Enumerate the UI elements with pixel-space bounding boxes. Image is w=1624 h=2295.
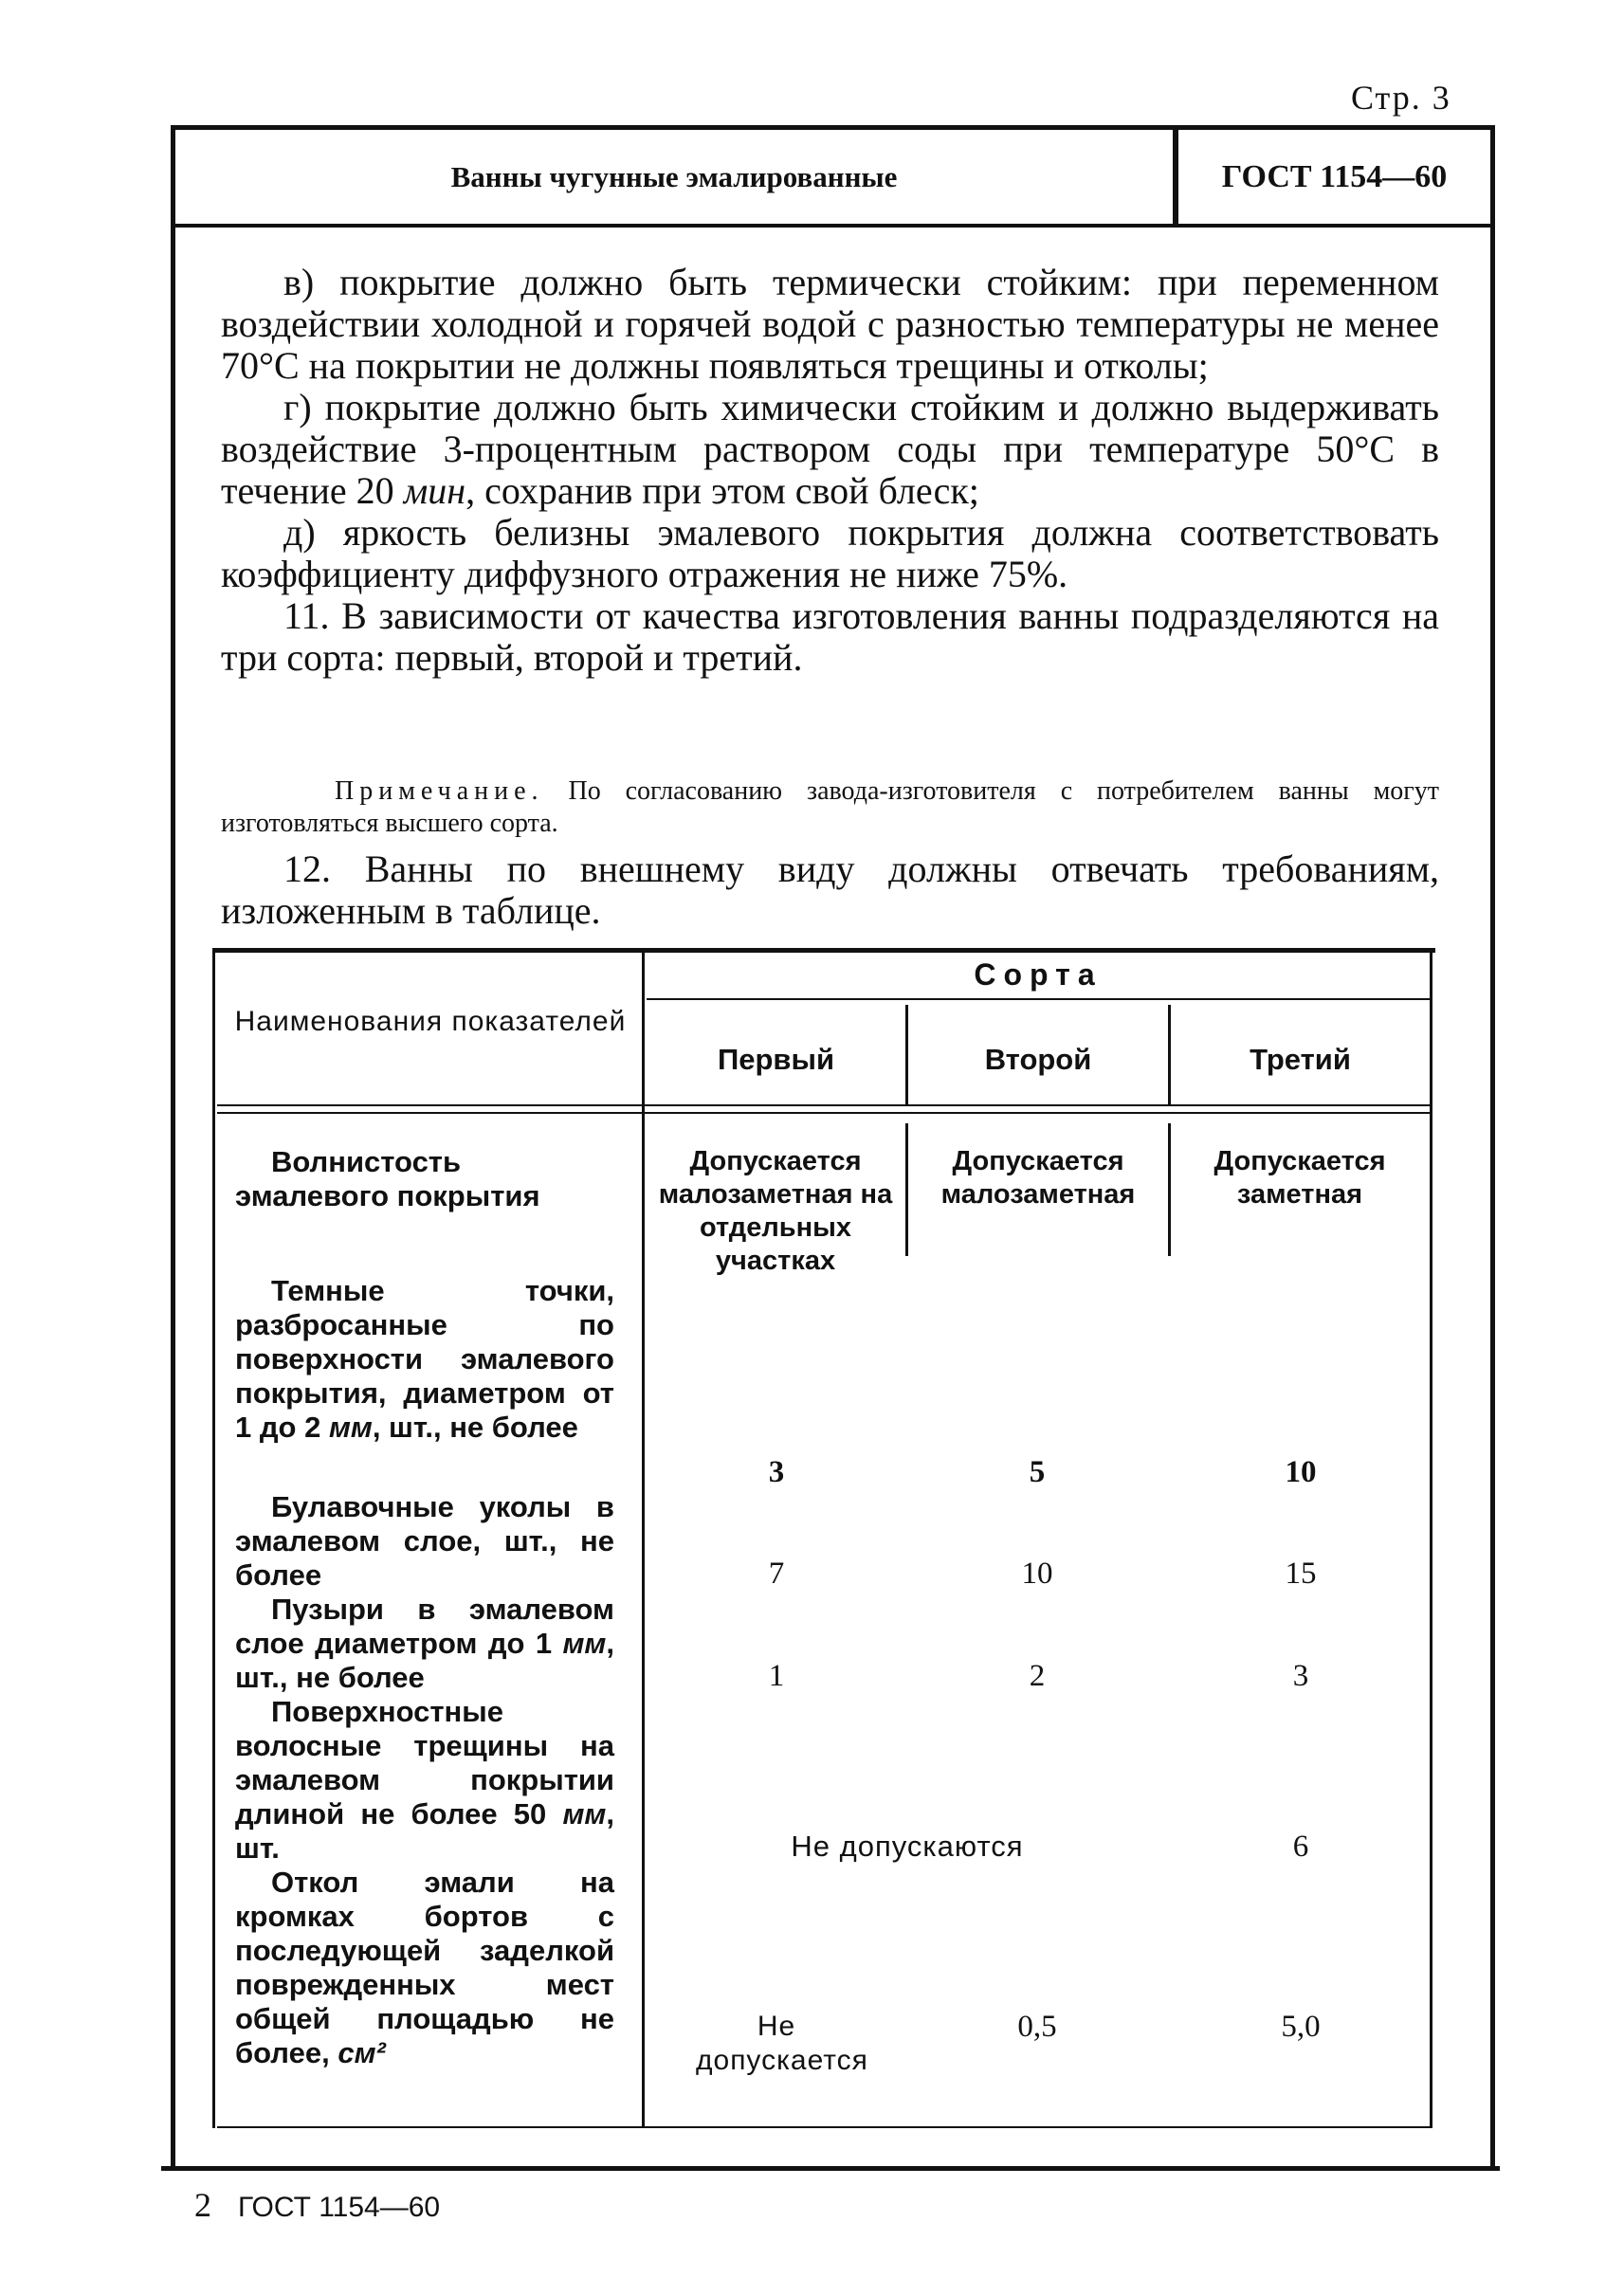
row-waviness-name: Волнистость эмалевого покрытия [235,1145,540,1212]
row-dark-spots-name [235,1274,614,1445]
row-bubbles-name [235,1593,614,1695]
row-hairline-cracks-text: Поверхностные волосные трещины на эмалевом покрытии длиной не более 50 [235,1695,614,1831]
row-dark-spots-unit: мм [328,1411,373,1444]
table-bottom-rule [217,2126,1430,2128]
row-hairline-cracks-third: 6 [1292,1830,1309,1864]
row-waviness-third: Допускается заметная [1213,1146,1386,1210]
row-bubbles-text-end: , шт., не более [235,1627,614,1694]
row-bubbles-first: 1 [768,1659,785,1693]
row-bubbles-third: 3 [1292,1659,1309,1693]
row-pinholes-third: 15 [1285,1557,1317,1591]
page-label: Стр. 3 [1351,79,1451,117]
row-enamel-chip-third: 5,0 [1281,2010,1321,2044]
document-title: Ванны чугунные эмалированные [175,130,1178,224]
page-footer [194,2185,440,2225]
row-pinholes-name: Булавочные уколы в эмалевом слое, шт., не более [235,1490,614,1592]
table-left-border [212,948,215,2128]
table-grades-rule [647,998,1430,1000]
clause-11: 11. В зависимости от качества изготовления ванны подразделяются на три сорта: первый, второй и третий. [221,594,1439,679]
table-col-divider-3-body [1168,1123,1171,1256]
row-enamel-chip-first: Не допускается [696,2011,868,2076]
standard-code: ГОСТ 1154—60 [1221,158,1448,194]
header-indicator-names: Наименования показателей [234,1006,627,1037]
row-pinholes-second: 10 [1021,1557,1053,1591]
row-bubbles-unit: мм [562,1627,607,1660]
row-hairline-cracks-unit: мм [562,1797,607,1831]
table-right-border [1430,948,1432,2128]
clause-g-text: г) покрытие должно быть химически стойким и должно выдерживать воздействие 3-процентным раствором соды при температуре 50°С в течение 20 [221,386,1439,512]
row-dark-spots-text: Темные точки, разбросанные по поверхности эмалевого покрытия, диаметром от 1 до 2 [235,1274,614,1444]
row-dark-spots-third: 10 [1285,1455,1317,1489]
note-text: По согласованию завода-изготовителя с потребителем ванны могут изготовляться высшего сорта. [221,776,1440,838]
note [221,775,1439,840]
row-pinholes-first: 7 [768,1557,785,1591]
frame-right-border [1490,228,1495,2171]
footer-standard-code: ГОСТ 1154—60 [238,2192,441,2223]
row-hairline-cracks-name [235,1695,614,1866]
row-enamel-chip-text: Откол эмали на кромках бортов с последующей заделкой поврежденных мест общей площадью не более, [235,1866,614,2069]
document-header [171,125,1495,228]
table-col-divider-2-body [905,1123,908,1256]
clause-g-text-end: , сохранив при этом свой блеск; [465,469,979,512]
clause-v: в) покрытие должно быть термически стойким: при переменном воздействии холодной и горячей водой с разностью температуры не менее 70°С на покрытии не должны появляться трещины и отколы; [221,261,1439,387]
row-enamel-chip-second: 0,5 [1017,2010,1057,2044]
row-dark-spots-second: 5 [1029,1455,1046,1489]
table-col-divider-1 [642,948,645,2128]
clause-d: д) яркость белизны эмалевого покрытия должна соответствовать коэффициенту диффузного отражения не ниже 75%. [221,511,1439,595]
row-waviness-second: Допускается малозаметная [940,1146,1136,1210]
row-hairline-cracks-text-end: , шт. [235,1797,614,1865]
note-label: Примечание. [335,776,544,806]
header-grade-second: Второй [984,1043,1092,1076]
row-bubbles-text: Пузыри в эмалевом слое диаметром до 1 [235,1593,614,1660]
table-header-rule-2 [217,1112,1430,1114]
body-text [221,262,1439,679]
header-grade-third: Третий [1250,1043,1351,1076]
table-header-rule-1 [217,1104,1430,1106]
row-waviness-first: Допускается малозаметная на отдельных участках [658,1146,893,1276]
clause-g [221,387,1439,512]
row-dark-spots-text-end: , шт., не более [372,1411,578,1444]
clause-12: 12. Ванны по внешнему виду должны отвечать требованиям, изложенным в таблице. [221,847,1439,932]
requirements-table [212,948,1435,2128]
header-grade-first: Первый [717,1043,835,1076]
clause-g-unit: мин [403,469,466,512]
row-bubbles-second: 2 [1029,1659,1046,1693]
clause-12-block [221,848,1439,932]
frame-bottom-border [161,2166,1500,2171]
row-dark-spots-first: 3 [768,1455,785,1489]
row-hairline-cracks-first-second: Не допускаются [791,1830,1024,1863]
frame-left-border [171,228,175,2171]
footer-page-number: 2 [194,2186,211,2224]
row-enamel-chip-unit: см² [338,2036,386,2069]
header-grades: Сорта [974,957,1103,992]
row-enamel-chip-name [235,1866,614,2070]
table-top-rule [212,948,1435,953]
